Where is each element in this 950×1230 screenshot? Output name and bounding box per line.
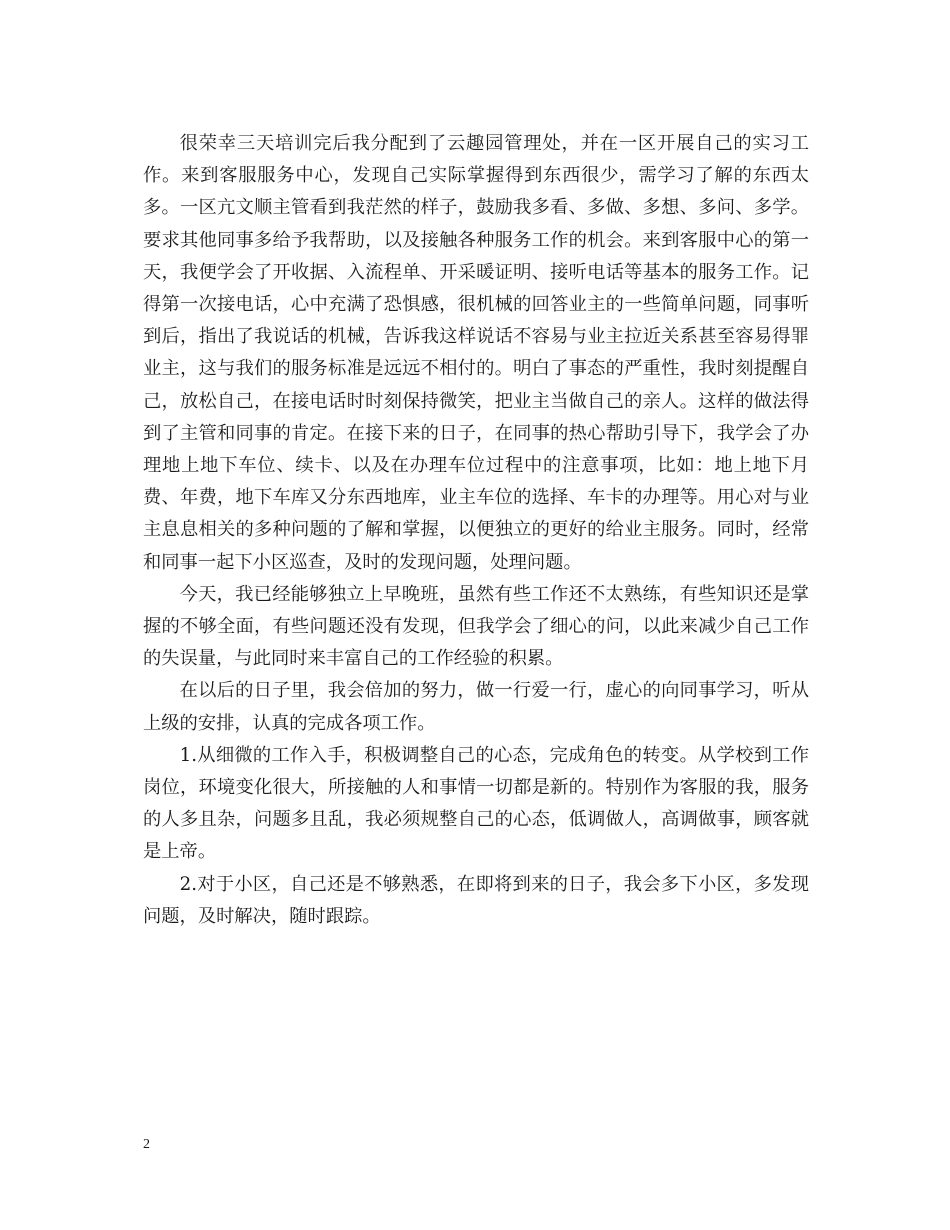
- paragraph-plan-item-1: 1.从细微的工作入手，积极调整自己的心态，完成角色的转变。从学校到工作岗位，环境变化很大，所接触的人和事情一切都是新的。特别作为客服的我，服务的人多且杂，问题多且乱，我必须规整自己的心态，低调做人，高调做事，顾客就是上帝。: [143, 744, 809, 863]
- paragraph-current-status: 今天，我已经能够独立上早晚班，虽然有些工作还不太熟练，有些知识还是掌握的不够全面，有些问题还没有发现，但我学会了细心的问，以此来减少自己工作的失误量，与此同时来丰富自己的工作经验的积累。: [143, 583, 809, 670]
- paragraph-plan-item-2: 2.对于小区，自己还是不够熟悉，在即将到来的日子，我会多下小区，多发现问题，及时解决，随时跟踪。: [143, 873, 809, 927]
- paragraph-future-commitment: 在以后的日子里，我会倍加的努力，做一行爱一行，虚心的向同事学习，听从上级的安排，认真的完成各项工作。: [143, 680, 809, 734]
- page-number: 2: [143, 1137, 150, 1152]
- document-body: [143, 128, 809, 933]
- paragraph-internship-intro: 很荣幸三天培训完后我分配到了云趣园管理处，并在一区开展自己的实习工作。来到客服服务中心，发现自己实际掌握得到东西很少，需学习了解的东西太多。一区亢文顺主管看到我茫然的样子，鼓励我多看、多做、多想、多问、多学。要求其他同事多给予我帮助，以及接触各种服务工作的机会。来到客服中心的第一天，我便学会了开收据、入流程单、开采暖证明、接听电话等基本的服务工作。记得第一次接电话，心中充满了恐惧感，很机械的回答业主的一些简单问题，同事听到后，指出了我说话的机械，告诉我这样说话不容易与业主拉近关系甚至容易得罪业主，这与我们的服务标准是远远不相付的。明白了事态的严重性，我时刻提醒自己，放松自己，在接电话时时刻保持微笑，把业主当做自己的亲人。这样的做法得到了主管和同事的肯定。在接下来的日子，在同事的热心帮助引导下，我学会了办理地上地下车位、续卡、以及在办理车位过程中的注意事项，比如：地上地下月费、年费，地下车库又分东西地库，业主车位的选择、车卡的办理等。用心对与业主息息相关的多种问题的了解和掌握，以便独立的更好的给业主服务。同时，经常和同事一起下小区巡查，及时的发现问题，处理问题。: [143, 133, 809, 573]
